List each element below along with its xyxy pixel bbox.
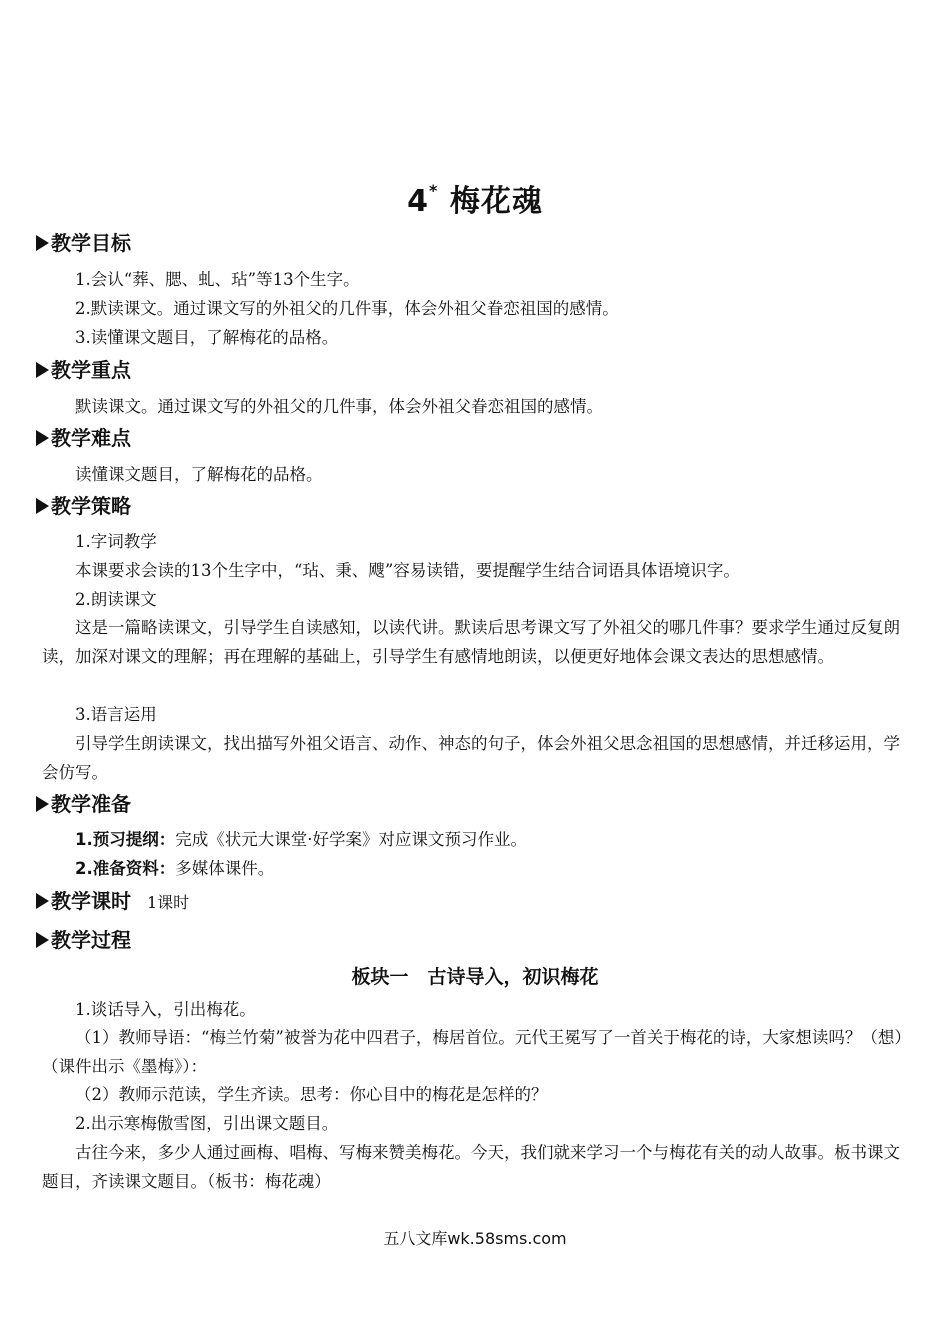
preparation-item-1	[42, 825, 908, 854]
heading-difficulties: 教学难点	[36, 424, 131, 452]
goal-item-1: 1.会认“葬、腮、虬、玷”等13个生字。	[75, 270, 360, 289]
heading-process: 教学过程	[36, 926, 131, 954]
key-points-text: 默读课文。通过课文写的外祖父的几件事，体会外祖父眷恋祖国的感情。	[75, 397, 603, 416]
strategy-3-text: 引导学生朗读课文，找出描写外祖父语言、动作、神态的句子，体会外祖父思念祖国的思想感情，并迁移运用，学会仿写。	[42, 734, 900, 782]
block-title: 板块一 古诗导入，初识梅花	[351, 966, 599, 988]
preparation-label-2: 2.准备资料：	[75, 859, 176, 878]
triangle-bullet-icon	[36, 430, 49, 446]
hours-value: 1课时	[147, 893, 190, 912]
strategy-2-text: 这是一篇略读课文，引导学生自读感知，以读代讲。默读后思考课文写了外祖父的哪几件事？要求学生通过反复朗读，加深对课文的理解；再在理解的基础上，引导学生有感情地朗读，以便更好地体会课文表达的思想感情。	[42, 618, 900, 666]
heading-hours: 教学课时 1课时	[36, 887, 189, 917]
preparation-text-1: 完成《状元大课堂·好学案》对应课文预习作业。	[175, 830, 527, 849]
triangle-bullet-icon	[36, 498, 49, 514]
footer-watermark: 五八文库wk.58sms.com	[383, 1229, 567, 1248]
goal-item-2: 2.默读课文。通过课文写的外祖父的几件事，体会外祖父眷恋祖国的感情。	[75, 299, 619, 318]
difficulties-text: 读懂课文题目，了解梅花的品格。	[75, 465, 323, 484]
strategy-2-title: 2.朗读课文	[75, 590, 157, 609]
strategy-1-title: 1.字词教学	[75, 532, 157, 551]
preparation-text-2: 多媒体课件。	[175, 859, 275, 878]
heading-preparation: 教学准备	[36, 790, 131, 818]
title-text: 梅花魂	[449, 184, 543, 219]
heading-strategy: 教学策略	[36, 492, 131, 520]
strategy-1-text: 本课要求会读的13个生字中，“玷、秉、飕”容易读错，要提醒学生结合词语具体语境识字。	[75, 561, 740, 580]
triangle-bullet-icon	[36, 932, 49, 948]
title-number: 4	[407, 184, 430, 219]
process-line-1: 1.谈话导入，引出梅花。	[75, 1000, 256, 1019]
process-line-5: 古往今来，多少人通过画梅、唱梅、写梅来赞美梅花。今天，我们就来学习一个与梅花有关的动人故事。板书课文题目，齐读课文题目。（板书：梅花魂）	[42, 1143, 900, 1191]
preparation-item-2	[42, 854, 908, 883]
process-line-3: （2）教师示范读，学生齐读。思考：你心目中的梅花是怎样的？	[75, 1085, 548, 1104]
preparation-label-1: 1.预习提纲：	[75, 830, 176, 849]
title-mark: *	[429, 181, 439, 200]
triangle-bullet-icon	[36, 362, 49, 378]
triangle-bullet-icon	[36, 893, 49, 909]
strategy-3-title: 3.语言运用	[75, 705, 157, 724]
goal-item-3: 3.读懂课文题目，了解梅花的品格。	[75, 328, 339, 347]
process-line-2: （1）教师导语：“梅兰竹菊”被誉为花中四君子，梅居首位。元代王冕写了一首关于梅花的诗，大家想读吗？（想）（课件出示《墨梅》）：	[42, 1028, 903, 1076]
process-line-4: 2.出示寒梅傲雪图，引出课文题目。	[75, 1114, 339, 1133]
triangle-bullet-icon	[36, 796, 49, 812]
page-title	[0, 176, 950, 220]
heading-key-points: 教学重点	[36, 356, 131, 384]
triangle-bullet-icon	[36, 235, 49, 251]
heading-goals: 教学目标	[36, 229, 131, 257]
